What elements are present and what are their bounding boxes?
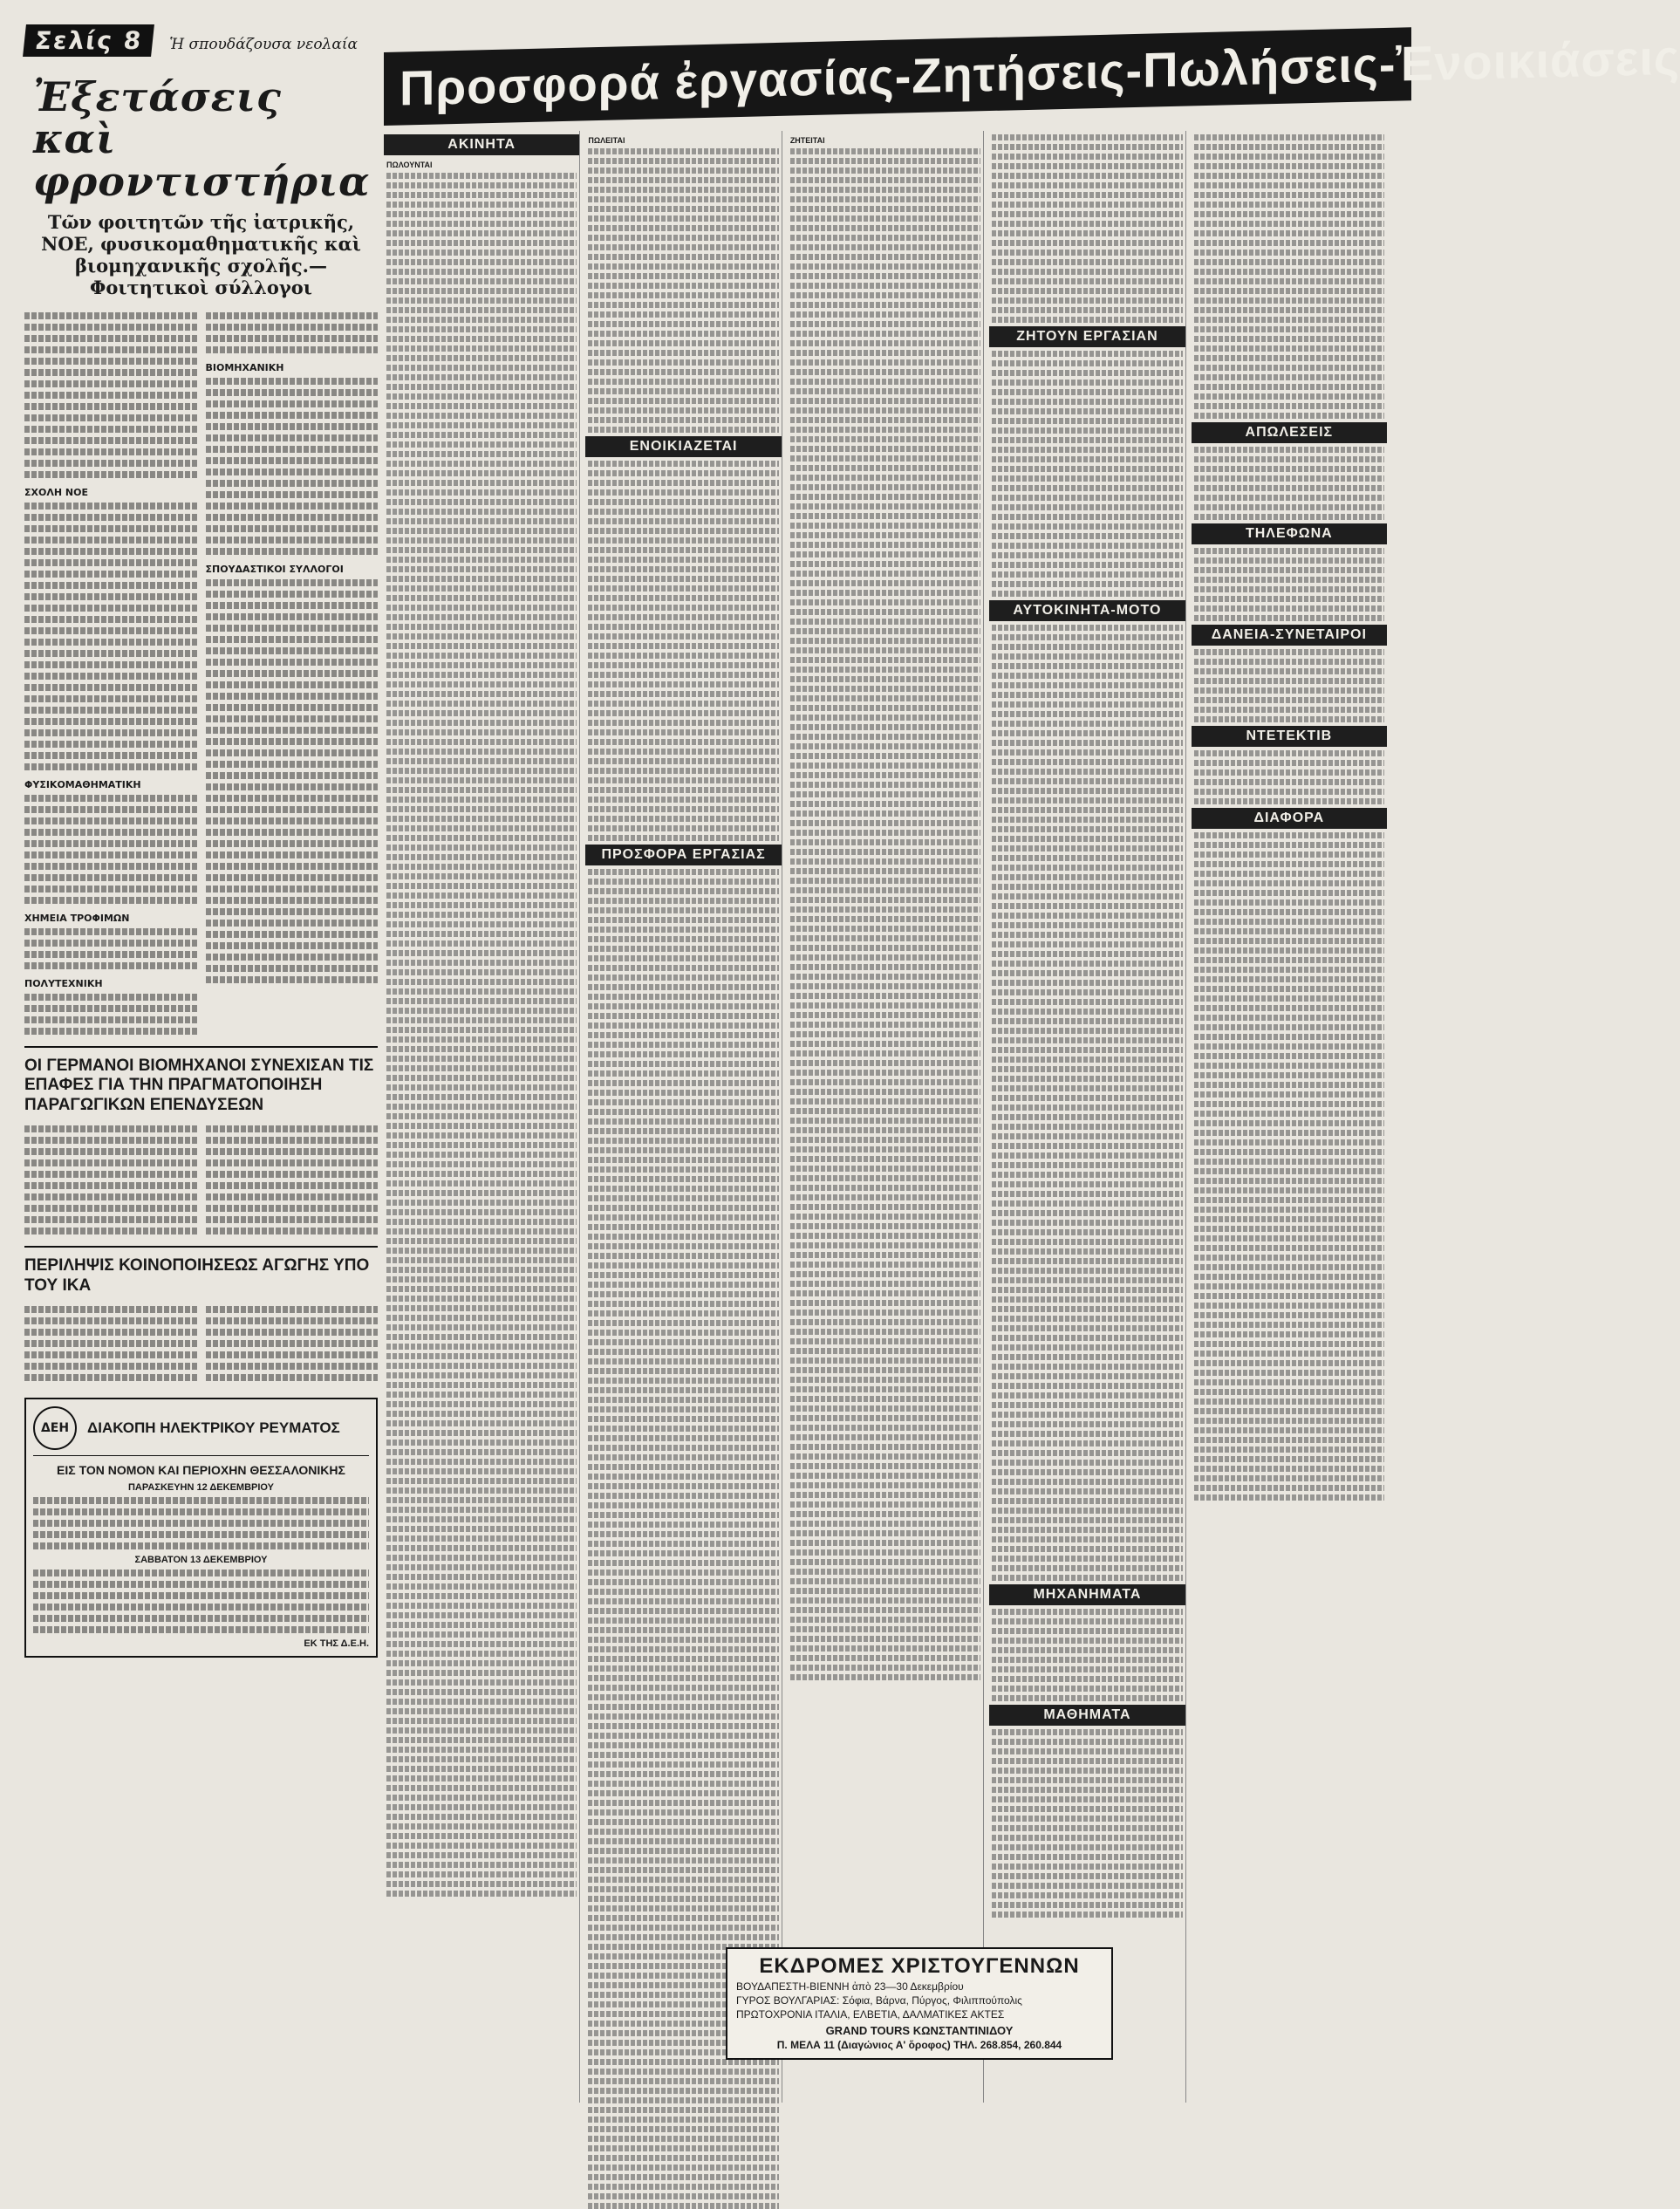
listing-lead: ΖΗΤΕΙΤΑΙ xyxy=(789,136,825,145)
listing-lead: ΠΩΛΕΙΤΑΙ xyxy=(588,136,625,145)
category-header: ΔΙΑΦΟΡΑ xyxy=(1192,808,1387,829)
classifieds-banner: Προσφορά ἐργασίας-Ζητήσεις-Πωλήσεις-Ἐνοικιάσεις xyxy=(384,27,1411,126)
notice-date: ΠΑΡΑΣΚΕΥΗΝ 12 ΔΕΚΕΜΒΡΙΟΥ xyxy=(127,1481,274,1493)
article-column xyxy=(24,24,378,2101)
section-label: ΣΠΟΥΔΑΣΤΙΚΟΙ ΣΥΛΛΟΓΟΙ xyxy=(205,563,344,575)
article-body-left xyxy=(24,308,197,1039)
notice-signature: ΕΚ ΤΗΣ Δ.Ε.Η. xyxy=(304,1638,369,1649)
christmas-excursions-ad xyxy=(726,1947,1113,2060)
agency-address: Π. ΜΕΛΑ 11 (Διαγώνιος Α' ὅροφος) ΤΗΛ. 268.854, 260.844 xyxy=(776,2039,1062,2051)
category-header: ΠΡΟΣΦΟΡΑ ΕΡΓΑΣΙΑΣ xyxy=(585,845,781,865)
article-body xyxy=(24,308,378,1039)
category-header: ΑΠΩΛΕΣΕΙΣ xyxy=(1192,422,1387,443)
notice-subtitle: ΕΙΣ ΤΟΝ ΝΟΜΟΝ ΚΑΙ ΠΕΡΙΟΧΗΝ ΘΕΣΣΑΛΟΝΙΚΗΣ xyxy=(57,1462,345,1477)
category-header: ΑΚΙΝΗΤΑ xyxy=(384,134,579,155)
category-header: ΑΥΤΟΚΙΝΗΤΑ-ΜΟΤΟ xyxy=(989,600,1185,621)
power-outage-notice xyxy=(24,1398,378,1658)
section-label: ΦΥΣΙΚΟΜΑΘΗΜΑΤΙΚΗ xyxy=(24,778,141,790)
excursion-line: ΠΡΩΤΟΧΡΟΝΙΑ ΙΤΑΛΙΑ, ΕΛΒΕΤΙΑ, ΔΑΛΜΑΤΙΚΕΣ ΑΚΤΕΣ xyxy=(736,2008,1005,2021)
section-label: ΣΧΟΛΗ ΝΟΕ xyxy=(24,486,88,498)
classifieds-column xyxy=(384,131,580,2103)
category-header: ΜΗΧΑΝΗΜΑΤΑ xyxy=(989,1584,1185,1605)
notice-date: ΣΑΒΒΑΤΟΝ 13 ΔΕΚΕΜΒΡΙΟΥ xyxy=(134,1554,268,1565)
article-body-right xyxy=(206,308,379,1039)
section-kicker: Ἡ σπουδάζουσα νεολαία xyxy=(169,36,358,53)
category-header: ΝΤΕΤΕΚΤΙΒ xyxy=(1192,726,1387,747)
category-header: ΜΑΘΗΜΑΤΑ xyxy=(989,1705,1185,1726)
dei-logo: ΔΕΗ xyxy=(33,1406,77,1450)
excursion-line: ΒΟΥΔΑΠΕΣΤΗ-ΒΙΕΝΝΗ ἀπὸ 23—30 Δεκεμβρίου xyxy=(736,1980,964,1993)
classifieds-grid xyxy=(384,131,1387,2103)
category-header: ΤΗΛΕΦΩΝΑ xyxy=(1192,523,1387,544)
story-headline-ika: ΠΕΡΙΛΗΨΙΣ ΚΟΙΝΟΠΟΙΗΣΕΩΣ ΑΓΩΓΗΣ ΥΠΟ ΤΟΥ ΙΚΑ xyxy=(24,1256,370,1295)
excursion-line: ΓΥΡΟΣ ΒΟΥΛΓΑΡΙΑΣ: Σόφια, Βάρνα, Πύργος, Φιλιππούπολις xyxy=(736,1994,1022,2007)
classifieds-column xyxy=(585,131,782,2103)
classifieds-column xyxy=(1192,131,1387,2103)
category-header: ΕΝΟΙΚΙΑΖΕΤΑΙ xyxy=(585,436,781,457)
main-headline: Ἐξετάσεις καὶ φροντιστήρια xyxy=(33,73,371,205)
excursions-title: ΕΚΔΡΟΜΕΣ ΧΡΙΣΤΟΥΓΕΝΝΩΝ xyxy=(759,1954,1080,1978)
section-label: ΠΟΛΥΤΕΧΝΙΚΗ xyxy=(24,977,103,989)
main-subhead: Τῶν φοιτητῶν τῆς ἰατρικῆς, ΝΟΕ, φυσικομαθηματικῆς καὶ βιομηχανικῆς σχολῆς.—Φοιτητικοὶ σύλλογοι xyxy=(41,210,361,299)
section-label: ΒΙΟΜΗΧΑΝΙΚΗ xyxy=(205,361,284,373)
page-tag: Σελίς 8 xyxy=(23,24,154,57)
category-header: ΖΗΤΟΥΝ ΕΡΓΑΣΙΑΝ xyxy=(989,326,1185,347)
classifieds-column xyxy=(989,131,1185,2103)
listing-lead: ΠΩΛΟΥΝΤΑΙ xyxy=(386,161,433,169)
notice-title: ΔΙΑΚΟΠΗ ΗΛΕΚΤΡΙΚΟΥ ΡΕΥΜΑΤΟΣ xyxy=(87,1419,340,1436)
classifieds-column xyxy=(788,131,984,2103)
section-label: ΧΗΜΕΙΑ ΤΡΟΦΙΜΩΝ xyxy=(24,912,130,924)
agency-name: GRAND TOURS ΚΩΝΣΤΑΝΤΙΝΙΔΟΥ xyxy=(825,2024,1014,2037)
story-headline-germans: ΟΙ ΓΕΡΜΑΝΟΙ ΒΙΟΜΗΧΑΝΟΙ ΣΥΝΕΧΙΣΑΝ ΤΙΣ ΕΠΑΦΕΣ ΓΙΑ ΤΗΝ ΠΡΑΓΜΑΤΟΠΟΙΗΣΗ ΠΑΡΑΓΩΓΙΚΩΝ ΕΠΕΝΔΥΣΕΩΝ xyxy=(24,1056,374,1115)
category-header: ΔΑΝΕΙΑ-ΣΥΝΕΤΑΙΡΟΙ xyxy=(1192,625,1387,646)
